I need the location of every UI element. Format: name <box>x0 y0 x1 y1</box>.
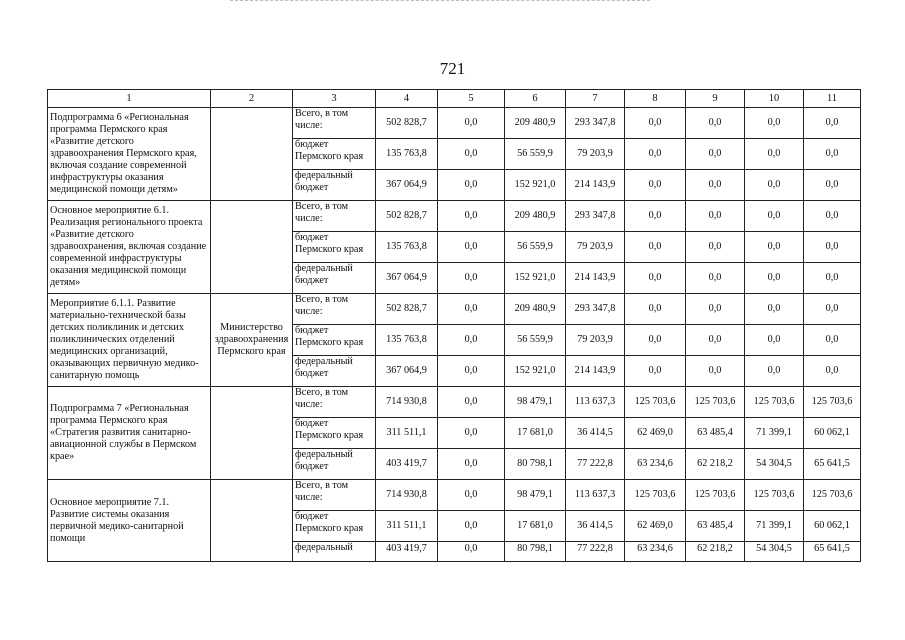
amount-cell: 54 304,5 <box>745 542 804 562</box>
amount-cell: 0,0 <box>804 139 861 170</box>
funding-source-cell: Всего, в том числе: <box>293 201 376 232</box>
amount-cell: 714 930,8 <box>376 480 438 511</box>
amount-cell: 367 064,9 <box>376 170 438 201</box>
amount-cell: 125 703,6 <box>625 387 686 418</box>
amount-cell: 71 399,1 <box>745 418 804 449</box>
amount-cell: 152 921,0 <box>505 170 566 201</box>
column-number-header: 5 <box>438 90 505 108</box>
amount-cell: 0,0 <box>438 139 505 170</box>
page-number: 721 <box>439 59 466 78</box>
column-number-header: 11 <box>804 90 861 108</box>
column-number-header: 2 <box>211 90 293 108</box>
amount-cell: 17 681,0 <box>505 511 566 542</box>
amount-cell: 135 763,8 <box>376 139 438 170</box>
amount-cell: 0,0 <box>686 108 745 139</box>
amount-cell: 62 469,0 <box>625 511 686 542</box>
amount-cell: 125 703,6 <box>625 480 686 511</box>
amount-cell: 0,0 <box>438 449 505 480</box>
amount-cell: 125 703,6 <box>804 387 861 418</box>
budget-table <box>47 89 861 562</box>
amount-cell: 0,0 <box>438 356 505 387</box>
amount-cell: 293 347,8 <box>566 294 625 325</box>
amount-cell: 0,0 <box>625 201 686 232</box>
amount-cell: 367 064,9 <box>376 356 438 387</box>
program-name-cell: Подпрограмма 7 «Региональная программа Пермского края «Стратегия развития санитарно-авиационной службы в Пермском крае» <box>48 387 211 480</box>
amount-cell: 311 511,1 <box>376 511 438 542</box>
amount-cell: 0,0 <box>745 139 804 170</box>
amount-cell: 80 798,1 <box>505 449 566 480</box>
amount-cell: 0,0 <box>438 263 505 294</box>
amount-cell: 0,0 <box>804 201 861 232</box>
amount-cell: 0,0 <box>686 139 745 170</box>
amount-cell: 0,0 <box>686 263 745 294</box>
amount-cell: 403 419,7 <box>376 449 438 480</box>
amount-cell: 214 143,9 <box>566 263 625 294</box>
amount-cell: 0,0 <box>438 511 505 542</box>
amount-cell: 125 703,6 <box>686 387 745 418</box>
amount-cell: 214 143,9 <box>566 170 625 201</box>
amount-cell: 0,0 <box>745 170 804 201</box>
executor-cell <box>211 108 293 201</box>
funding-source-cell: бюджет Пермского края <box>293 418 376 449</box>
amount-cell: 0,0 <box>686 356 745 387</box>
amount-cell: 0,0 <box>438 418 505 449</box>
table-row <box>48 387 861 418</box>
table-row <box>48 480 861 511</box>
amount-cell: 54 304,5 <box>745 449 804 480</box>
amount-cell: 0,0 <box>804 325 861 356</box>
amount-cell: 60 062,1 <box>804 511 861 542</box>
amount-cell: 209 480,9 <box>505 108 566 139</box>
funding-source-cell: бюджет Пермского края <box>293 511 376 542</box>
amount-cell: 135 763,8 <box>376 325 438 356</box>
amount-cell: 56 559,9 <box>505 232 566 263</box>
amount-cell: 0,0 <box>804 232 861 263</box>
amount-cell: 77 222,8 <box>566 542 625 562</box>
amount-cell: 0,0 <box>625 356 686 387</box>
amount-cell: 125 703,6 <box>686 480 745 511</box>
funding-source-cell: бюджет Пермского края <box>293 232 376 263</box>
amount-cell: 0,0 <box>804 108 861 139</box>
column-number-header: 10 <box>745 90 804 108</box>
amount-cell: 209 480,9 <box>505 294 566 325</box>
amount-cell: 0,0 <box>625 108 686 139</box>
amount-cell: 0,0 <box>625 170 686 201</box>
executor-cell <box>211 201 293 294</box>
amount-cell: 63 485,4 <box>686 418 745 449</box>
amount-cell: 63 485,4 <box>686 511 745 542</box>
amount-cell: 60 062,1 <box>804 418 861 449</box>
amount-cell: 502 828,7 <box>376 294 438 325</box>
amount-cell: 0,0 <box>804 263 861 294</box>
executor-cell <box>211 480 293 562</box>
amount-cell: 65 641,5 <box>804 449 861 480</box>
amount-cell: 0,0 <box>686 201 745 232</box>
amount-cell: 714 930,8 <box>376 387 438 418</box>
amount-cell: 63 234,6 <box>625 542 686 562</box>
amount-cell: 36 414,5 <box>566 511 625 542</box>
amount-cell: 98 479,1 <box>505 480 566 511</box>
amount-cell: 0,0 <box>804 294 861 325</box>
amount-cell: 0,0 <box>745 325 804 356</box>
amount-cell: 0,0 <box>438 232 505 263</box>
amount-cell: 135 763,8 <box>376 232 438 263</box>
column-number-row <box>48 90 861 108</box>
amount-cell: 0,0 <box>804 170 861 201</box>
column-number-header: 3 <box>293 90 376 108</box>
executor-cell: Министерство здравоохранения Пермского края <box>211 294 293 387</box>
column-number-header: 1 <box>48 90 211 108</box>
amount-cell: 79 203,9 <box>566 139 625 170</box>
amount-cell: 0,0 <box>745 294 804 325</box>
amount-cell: 125 703,6 <box>745 387 804 418</box>
amount-cell: 0,0 <box>625 139 686 170</box>
program-name-cell: Основное мероприятие 6.1. Реализация регионального проекта «Развитие детского здравоохранения, включая создание современной инфраструктуры оказания медицинской помощи детям» <box>48 201 211 294</box>
amount-cell: 98 479,1 <box>505 387 566 418</box>
program-name-cell: Подпрограмма 6 «Региональная программа Пермского края «Развитие детского здравоохранения Пермского края, включая создание современной инфраструктуры оказания медицинской помощи детям» <box>48 108 211 201</box>
amount-cell: 0,0 <box>438 201 505 232</box>
amount-cell: 0,0 <box>745 108 804 139</box>
amount-cell: 62 469,0 <box>625 418 686 449</box>
amount-cell: 0,0 <box>625 294 686 325</box>
amount-cell: 0,0 <box>438 542 505 562</box>
table-row <box>48 294 861 325</box>
funding-source-cell: федеральный бюджет <box>293 263 376 294</box>
amount-cell: 0,0 <box>625 263 686 294</box>
amount-cell: 0,0 <box>745 201 804 232</box>
program-name-cell: Мероприятие 6.1.1. Развитие материально-технической базы детских поликлиник и детских поликлинических отделений медицинских организаций, оказывающих первичную медико-санитарную помощь <box>48 294 211 387</box>
funding-source-cell: бюджет Пермского края <box>293 325 376 356</box>
funding-source-cell: федеральный бюджет <box>293 170 376 201</box>
amount-cell: 311 511,1 <box>376 418 438 449</box>
table-body <box>48 108 861 562</box>
amount-cell: 56 559,9 <box>505 139 566 170</box>
amount-cell: 0,0 <box>438 170 505 201</box>
amount-cell: 0,0 <box>438 294 505 325</box>
amount-cell: 0,0 <box>438 480 505 511</box>
amount-cell: 77 222,8 <box>566 449 625 480</box>
amount-cell: 502 828,7 <box>376 201 438 232</box>
scan-top-edge <box>230 0 650 1</box>
amount-cell: 63 234,6 <box>625 449 686 480</box>
funding-source-cell: Всего, в том числе: <box>293 108 376 139</box>
amount-cell: 125 703,6 <box>745 480 804 511</box>
amount-cell: 79 203,9 <box>566 325 625 356</box>
amount-cell: 0,0 <box>438 387 505 418</box>
amount-cell: 0,0 <box>686 325 745 356</box>
column-number-header: 8 <box>625 90 686 108</box>
amount-cell: 62 218,2 <box>686 542 745 562</box>
amount-cell: 80 798,1 <box>505 542 566 562</box>
funding-source-cell: Всего, в том числе: <box>293 387 376 418</box>
amount-cell: 71 399,1 <box>745 511 804 542</box>
executor-cell <box>211 387 293 480</box>
amount-cell: 0,0 <box>686 294 745 325</box>
table-row <box>48 108 861 139</box>
amount-cell: 293 347,8 <box>566 201 625 232</box>
amount-cell: 293 347,8 <box>566 108 625 139</box>
column-number-header: 7 <box>566 90 625 108</box>
table-row <box>48 201 861 232</box>
amount-cell: 0,0 <box>438 325 505 356</box>
column-number-header: 9 <box>686 90 745 108</box>
funding-source-cell: Всего, в том числе: <box>293 294 376 325</box>
funding-source-cell: бюджет Пермского края <box>293 139 376 170</box>
amount-cell: 17 681,0 <box>505 418 566 449</box>
amount-cell: 113 637,3 <box>566 387 625 418</box>
amount-cell: 0,0 <box>745 263 804 294</box>
amount-cell: 152 921,0 <box>505 263 566 294</box>
amount-cell: 502 828,7 <box>376 108 438 139</box>
amount-cell: 0,0 <box>745 232 804 263</box>
funding-source-cell: Всего, в том числе: <box>293 480 376 511</box>
amount-cell: 0,0 <box>625 325 686 356</box>
amount-cell: 125 703,6 <box>804 480 861 511</box>
amount-cell: 209 480,9 <box>505 201 566 232</box>
amount-cell: 0,0 <box>625 232 686 263</box>
funding-source-cell: федеральный <box>293 542 376 562</box>
amount-cell: 0,0 <box>438 108 505 139</box>
program-name-cell: Основное мероприятие 7.1. Развитие системы оказания первичной медико-санитарной помощи <box>48 480 211 562</box>
funding-source-cell: федеральный бюджет <box>293 356 376 387</box>
amount-cell: 403 419,7 <box>376 542 438 562</box>
amount-cell: 0,0 <box>804 356 861 387</box>
column-number-header: 4 <box>376 90 438 108</box>
amount-cell: 79 203,9 <box>566 232 625 263</box>
amount-cell: 214 143,9 <box>566 356 625 387</box>
amount-cell: 56 559,9 <box>505 325 566 356</box>
amount-cell: 0,0 <box>745 356 804 387</box>
column-number-header: 6 <box>505 90 566 108</box>
amount-cell: 367 064,9 <box>376 263 438 294</box>
amount-cell: 0,0 <box>686 170 745 201</box>
amount-cell: 0,0 <box>686 232 745 263</box>
amount-cell: 65 641,5 <box>804 542 861 562</box>
amount-cell: 36 414,5 <box>566 418 625 449</box>
funding-source-cell: федеральный бюджет <box>293 449 376 480</box>
amount-cell: 113 637,3 <box>566 480 625 511</box>
amount-cell: 152 921,0 <box>505 356 566 387</box>
amount-cell: 62 218,2 <box>686 449 745 480</box>
